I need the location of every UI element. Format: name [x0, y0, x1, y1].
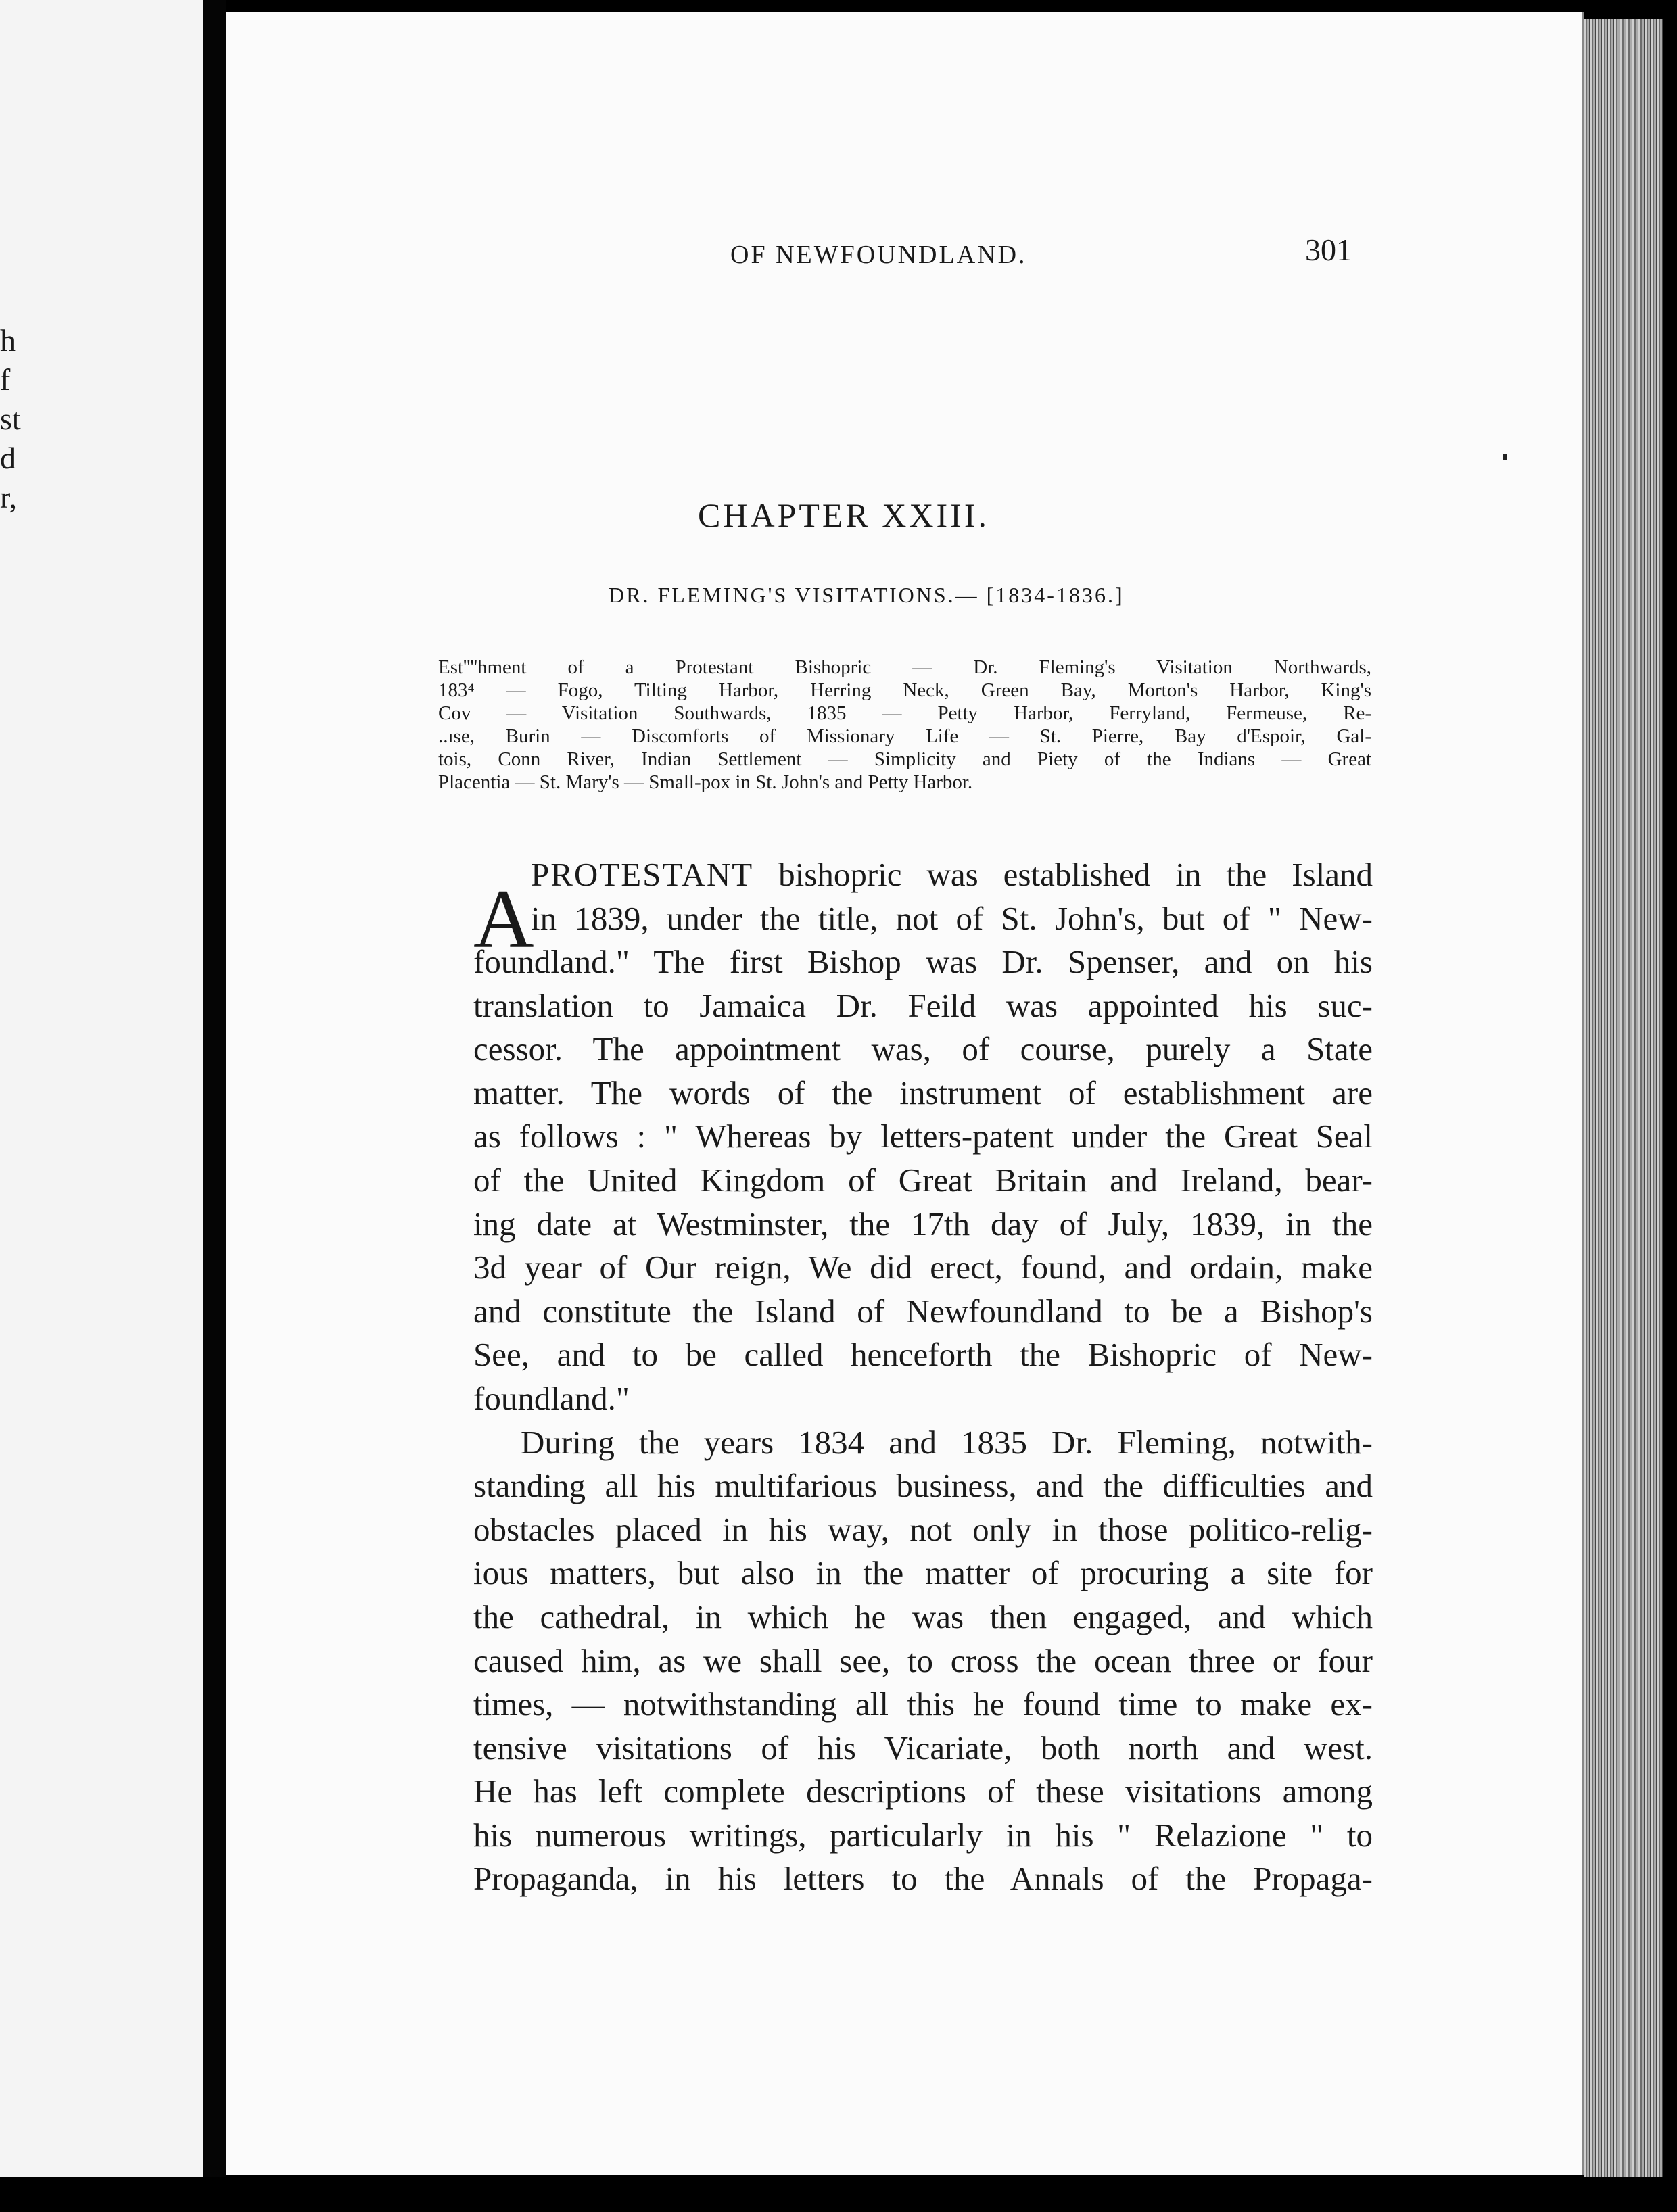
facing-page-edge-text	[0, 321, 27, 517]
body-line: caused him, as we shall see, to cross the ocean three or four	[473, 1641, 1373, 1679]
opening-caps: PROTESTANT	[531, 856, 754, 893]
summary-line: Est''''hment of a Protestant Bishopric — Dr. Fleming's Visitation Northwards,	[438, 656, 1371, 678]
running-title: OF NEWFOUNDLAND.	[730, 241, 1027, 269]
summary-line: Cov — Visitation Southwards, 1835 — Petty Harbor, Ferryland, Fermeuse, Re-	[438, 702, 1371, 724]
body-line: times, — notwithstanding all this he found time to make ex-	[473, 1685, 1373, 1723]
body-line: the cathedral, in which he was then engaged, and which	[473, 1597, 1373, 1635]
body-line: Propaganda, in his letters to the Annals of the Propaga-	[473, 1860, 1373, 1898]
page-number: 301	[1305, 233, 1352, 267]
body-line: tensive visitations of his Vicariate, both north and west.	[473, 1729, 1373, 1766]
body-line: in 1839, under the title, not of St. John's, but of " New-	[531, 899, 1373, 937]
scan-border-top	[226, 0, 1663, 12]
body-line: translation to Jamaica Dr. Feild was appointed his suc-	[473, 986, 1373, 1024]
body-line: See, and to be called henceforth the Bishopric of New-	[473, 1336, 1373, 1374]
body-line: He has left complete descriptions of these visitations among	[473, 1773, 1373, 1810]
scan-border-right	[1663, 0, 1677, 2212]
body-line	[531, 853, 1373, 897]
body-line: as follows : " Whereas by letters-patent under the Great Seal	[473, 1117, 1373, 1155]
body-text	[473, 940, 1373, 1901]
body-line: cessor. The appointment was, of course, purely a State	[473, 1030, 1373, 1068]
body-line: his numerous writings, particularly in his " Relazione " to	[473, 1816, 1373, 1854]
chapter-summary	[438, 656, 1371, 794]
body-line: foundland."	[473, 1379, 630, 1417]
body-line: obstacles placed in his way, not only in those politico-relig-	[473, 1510, 1373, 1548]
scan-border-bottom	[0, 2177, 1677, 2212]
summary-line: tois, Conn River, Indian Settlement — Simplicity and Piety of the Indians — Great	[438, 748, 1371, 770]
opening-lines	[531, 853, 1373, 940]
print-speck	[1503, 454, 1507, 460]
facing-page-char: d	[0, 441, 16, 475]
body-line: During the years 1834 and 1835 Dr. Fleming, notwith-	[521, 1423, 1373, 1461]
drop-cap: A	[473, 873, 534, 965]
facing-page-char: h	[0, 323, 16, 358]
facing-page-char: f	[0, 362, 11, 397]
body-line: of the United Kingdom of Great Britain and Ireland, bear-	[473, 1161, 1373, 1199]
body-line: foundland." The first Bishop was Dr. Spenser, and on his	[473, 943, 1373, 980]
facing-page-char: st	[0, 402, 21, 436]
body-line: matter. The words of the instrument of establishment are	[473, 1074, 1373, 1111]
body-line: and constitute the Island of Newfoundland to be a Bishop's	[473, 1292, 1373, 1330]
chapter-subtitle: DR. FLEMING'S VISITATIONS.— [1834-1836.]	[609, 583, 1125, 607]
body-line: standing all his multifarious business, and the difficulties and	[473, 1467, 1373, 1505]
book-gutter	[203, 0, 226, 2212]
running-head	[226, 233, 1352, 287]
summary-line: Placentia — St. Mary's — Small-pox in St. John's and Petty Harbor.	[438, 771, 973, 793]
summary-line: ..ıse, Burin — Discomforts of Missionary Life — St. Pierre, Bay d'Espoir, Gal-	[438, 725, 1371, 747]
body-line: 3d year of Our reign, We did erect, found, and ordain, make	[473, 1249, 1373, 1287]
body-line: ious matters, but also in the matter of procuring a site for	[473, 1554, 1373, 1592]
opening-rest: bishopric was established in the Island	[778, 856, 1373, 893]
facing-page-char: r,	[0, 480, 17, 514]
facing-page	[0, 0, 203, 2212]
body-line: ing date at Westminster, the 17th day of July, 1839, in the	[473, 1205, 1373, 1243]
summary-line: 183⁴ — Fogo, Tilting Harbor, Herring Neck, Green Bay, Morton's Harbor, King's	[438, 679, 1371, 701]
page-edges	[1584, 19, 1663, 2182]
chapter-title: CHAPTER XXIII.	[698, 496, 989, 534]
